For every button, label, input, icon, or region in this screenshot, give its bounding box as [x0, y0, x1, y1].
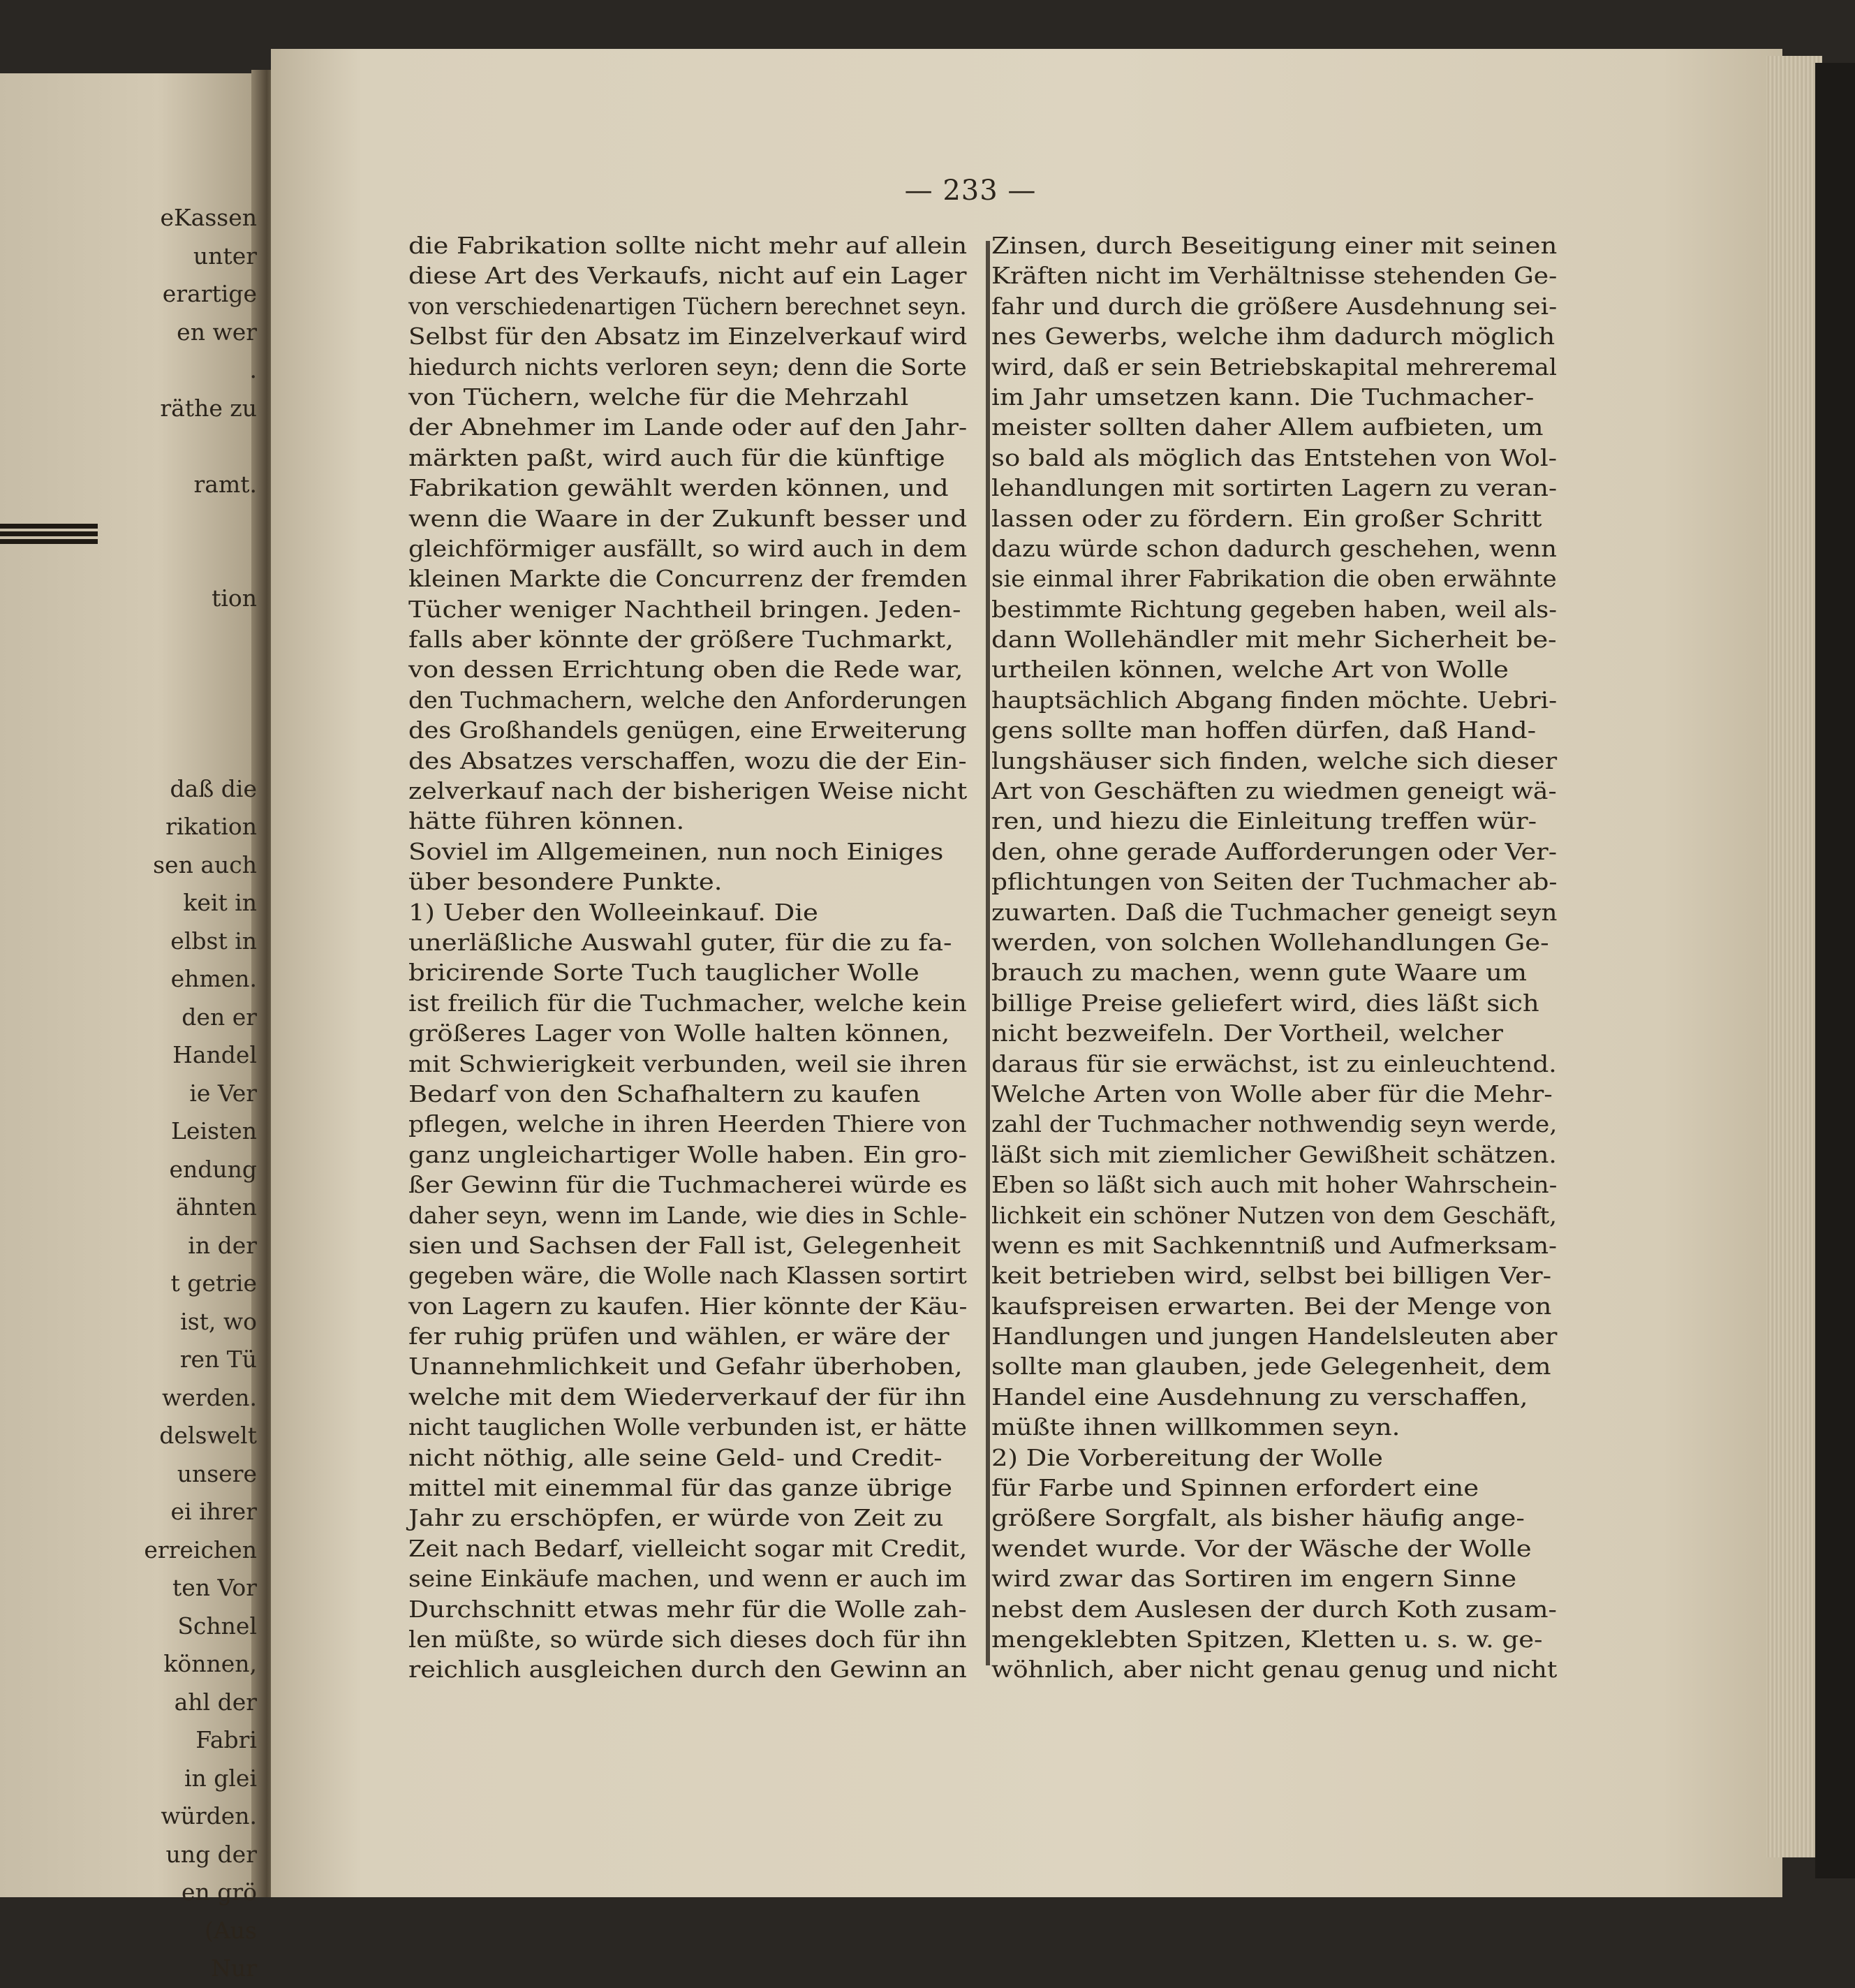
text-line: tion	[212, 584, 257, 612]
text-line: märkten paßt, wird auch für die künftige	[408, 443, 945, 471]
text-line: Handel eine Ausdehnung zu verschaffen,	[991, 1383, 1528, 1411]
text-line: ren, und hiezu die Einleitung treffen wür-	[991, 807, 1537, 835]
text-line: werden, von solchen Wollehandlungen Ge-	[991, 928, 1549, 956]
text-line: en grö	[181, 1878, 257, 1906]
text-line: ist freilich für die Tuchmacher, welche kein	[408, 989, 967, 1017]
text-line: gens sollte man hoffen dürfen, daß Hand-	[991, 716, 1537, 744]
text-line: daher seyn, wenn im Lande, wie dies in Schle-	[408, 1201, 968, 1229]
text-line: über besondere Punkte.	[408, 868, 723, 896]
text-line: zuwarten. Daß die Tuchmacher geneigt seyn	[991, 898, 1558, 926]
text-line: so bald als möglich das Entstehen von Wol-	[991, 443, 1558, 471]
text-line: Zeit nach Bedarf, vielleicht sogar mit Credit,	[408, 1534, 968, 1562]
text-line: den Tuchmachern, welche den Anforderungen	[408, 686, 967, 714]
text-line: fer ruhig prüfen und wählen, er wäre der	[408, 1323, 949, 1350]
text-line: bricirende Sorte Tuch tauglicher Wolle	[408, 959, 919, 987]
text-line: von verschiedenartigen Tüchern berechnet seyn.	[408, 292, 967, 320]
text-line: keit in	[183, 889, 257, 916]
text-line	[0, 694, 257, 732]
text-line: wöhnlich, aber nicht genau genug und nicht	[991, 1656, 1558, 1684]
text-line: endung	[169, 1155, 257, 1183]
text-line: Leisten	[171, 1117, 257, 1144]
text-line: .	[249, 356, 257, 383]
text-line: werden.	[162, 1383, 257, 1411]
text-line: wenn die Waare in der Zukunft besser und	[408, 504, 968, 532]
text-line: daraus für sie erwächst, ist zu einleuchtend.	[991, 1050, 1557, 1077]
text-line: pflichtungen von Seiten der Tuchmacher ab-	[991, 868, 1558, 896]
text-line: Bedarf von den Schafhaltern zu kaufen	[408, 1080, 921, 1107]
text-line: sen auch	[153, 851, 257, 878]
text-column-left	[408, 230, 967, 1685]
text-line: dazu würde schon dadurch geschehen, wenn	[991, 534, 1557, 562]
text-line: pflegen, welche in ihren Heerden Thiere von	[408, 1110, 967, 1138]
text-line: dann Wollehändler mit mehr Sicherheit be-	[991, 626, 1557, 654]
text-line: Tücher weniger Nachtheil bringen. Jeden-	[408, 595, 961, 623]
text-line: falls aber könnte der größere Tuchmarkt,	[408, 626, 954, 654]
text-line: ie Ver	[189, 1079, 257, 1107]
text-line: Art von Geschäften zu wiedmen geneigt wä-	[991, 777, 1557, 805]
text-line: nes Gewerbs, welche ihm dadurch möglich	[991, 323, 1555, 351]
text-line: Fabri	[195, 1726, 257, 1753]
text-line: seine Einkäufe machen, und wenn er auch im	[408, 1565, 967, 1593]
text-line: hätte führen können.	[408, 807, 685, 835]
text-line: reichlich ausgleichen durch den Gewinn an	[408, 1656, 967, 1684]
text-line: erartige	[162, 280, 257, 307]
text-line: ist, wo	[180, 1307, 257, 1335]
text-line: Selbst für den Absatz im Einzelverkauf wird	[408, 323, 968, 351]
text-line: diese Art des Verkaufs, nicht auf ein Lager	[408, 262, 967, 290]
text-line	[0, 427, 257, 466]
text-line: Durchschnitt etwas mehr für die Wolle zah-	[408, 1595, 967, 1623]
text-line: Fabrikation gewählt werden können, und	[408, 474, 949, 502]
text-line: wird, daß er sein Betriebskapital mehreremal	[991, 353, 1558, 381]
text-line: läßt sich mit ziemlicher Gewißheit schätzen.	[991, 1140, 1557, 1168]
text-line: die Fabrikation sollte nicht mehr auf allein	[408, 232, 968, 259]
text-line: ganz ungleichartiger Wolle haben. Ein gro-	[408, 1140, 967, 1168]
text-line: eKassen	[160, 204, 257, 231]
text-line: bestimmte Richtung gegeben haben, weil als-	[991, 595, 1557, 623]
text-line: keit betrieben wird, selbst bei billigen Ver-	[991, 1262, 1552, 1290]
text-line: Schnel	[177, 1612, 257, 1640]
text-line: von Tüchern, welche für die Mehrzahl	[408, 383, 909, 411]
text-line: Soviel im Allgemeinen, nun noch Einiges	[408, 837, 944, 865]
text-line: Jahr zu erschöpfen, er würde von Zeit zu	[408, 1504, 944, 1532]
text-line: wenn es mit Sachkenntniß und Aufmerksam-	[991, 1231, 1558, 1259]
text-line: ßer Gewinn für die Tuchmacherei würde es	[408, 1171, 968, 1199]
text-line: wendet wurde. Vor der Wäsche der Wolle	[991, 1534, 1532, 1562]
text-line: ramt.	[193, 470, 257, 498]
text-line: kleinen Markte die Concurrenz der fremden	[408, 565, 968, 593]
text-line: urtheilen können, welche Art von Wolle	[991, 656, 1509, 684]
text-line: des Absatzes verschaffen, wozu die der Ein-	[408, 746, 967, 774]
text-line: billige Preise geliefert wird, dies läßt sich	[991, 989, 1539, 1017]
text-line: 2) Die Vorbereitung der Wolle	[991, 1443, 1383, 1471]
text-line: 1) Ueber den Wolleeinkauf. Die	[408, 898, 818, 926]
text-column-right	[991, 230, 1557, 1685]
text-line: Welche Arten von Wolle aber für die Mehr-	[991, 1080, 1553, 1107]
text-line: meister sollten daher Allem aufbieten, um	[991, 413, 1544, 441]
text-line: nicht nöthig, alle seine Geld- und Credit-	[408, 1443, 943, 1471]
text-line: für Farbe und Spinnen erfordert eine	[991, 1474, 1479, 1502]
text-line: lassen oder zu fördern. Ein großer Schritt	[991, 504, 1542, 532]
text-line: ten Vor	[172, 1574, 257, 1601]
text-line: ähnten	[175, 1193, 257, 1221]
text-line: der Abnehmer im Lande oder auf den Jahr-	[408, 413, 968, 441]
text-line: im Jahr umsetzen kann. Die Tuchmacher-	[991, 383, 1535, 411]
text-line	[0, 656, 257, 694]
text-line: zelverkauf nach der bisherigen Weise nicht	[408, 777, 968, 805]
text-line: unerläßliche Auswahl guter, für die zu fa-	[408, 928, 952, 956]
left-page-rule	[0, 524, 98, 547]
left-page-text-fragments	[0, 199, 257, 1988]
text-line: zahl der Tuchmacher nothwendig seyn werde,	[991, 1110, 1558, 1138]
text-line	[0, 618, 257, 656]
text-line: können,	[163, 1650, 257, 1677]
text-line: gleichförmiger ausfällt, so wird auch in dem	[408, 534, 968, 562]
text-line: lichkeit ein schöner Nutzen von dem Geschäft,	[991, 1201, 1558, 1229]
text-line: rikation	[165, 813, 257, 840]
text-line: müßte ihnen willkommen seyn.	[991, 1413, 1401, 1441]
text-line	[0, 732, 257, 770]
text-line: von Lagern zu kaufen. Hier könnte der Käu-	[408, 1292, 968, 1320]
text-line: mittel mit einemmal für das ganze übrige	[408, 1474, 952, 1502]
text-line: den er	[182, 1003, 257, 1031]
text-line: ren Tü	[179, 1346, 257, 1373]
text-line: welche mit dem Wiederverkauf der für ihn	[408, 1383, 966, 1411]
text-line: Eben so läßt sich auch mit hoher Wahrschein-	[991, 1171, 1558, 1199]
text-line: wird zwar das Sortiren im engern Sinne	[991, 1565, 1517, 1593]
text-line: elbst in	[170, 927, 257, 955]
text-line: nicht tauglichen Wolle verbunden ist, er hätte	[408, 1413, 967, 1441]
text-line: größeres Lager von Wolle halten können,	[408, 1019, 950, 1047]
text-line: Nur	[211, 1954, 257, 1982]
text-line: des Großhandels genügen, eine Erweiterung	[408, 716, 967, 744]
text-line: mengeklebten Spitzen, Kletten u. s. w. ge-	[991, 1625, 1543, 1653]
text-line: Zinsen, durch Beseitigung einer mit seinen	[991, 232, 1558, 259]
text-line: unsere	[177, 1459, 257, 1487]
text-line: Handlungen und jungen Handelsleuten aber	[991, 1323, 1558, 1350]
text-line: nebst dem Auslesen der durch Koth zusam-	[991, 1595, 1557, 1623]
text-line: in glei	[184, 1764, 257, 1792]
text-line: erreichen	[144, 1536, 257, 1563]
text-line: sie einmal ihrer Fabrikation die oben erwähnte	[991, 565, 1557, 593]
text-line: kaufspreisen erwarten. Bei der Menge von	[991, 1292, 1552, 1320]
text-line: größere Sorgfalt, als bisher häufig ange-	[991, 1504, 1525, 1532]
text-line: würden.	[161, 1802, 257, 1829]
text-line: len müßte, so würde sich dieses doch für ihn	[408, 1625, 967, 1653]
text-line	[0, 542, 257, 580]
text-line: von dessen Errichtung oben die Rede war,	[408, 656, 963, 684]
text-line: gegeben wäre, die Wolle nach Klassen sortirt	[408, 1262, 967, 1290]
text-line: daß die	[170, 774, 257, 802]
text-line: (Aus	[205, 1916, 257, 1944]
text-line: ehmen.	[170, 965, 257, 992]
text-line: unter	[193, 242, 257, 270]
text-line: t getrie	[170, 1269, 257, 1297]
page-shadow	[1815, 63, 1855, 1878]
text-line: delswelt	[159, 1422, 257, 1449]
text-line: Unannehmlichkeit und Gefahr überhoben,	[408, 1353, 963, 1380]
text-line: Handel	[172, 1041, 257, 1068]
text-line: räthe zu	[160, 394, 257, 422]
text-line: Kräften nicht im Verhältnisse stehenden Ge-	[991, 262, 1558, 290]
text-line: en wer	[177, 318, 257, 346]
page-edges	[1766, 56, 1822, 1857]
text-line: brauch zu machen, wenn gute Waare um	[991, 959, 1528, 987]
text-line: lehandlungen mit sortirten Lagern zu veran-	[991, 474, 1558, 502]
text-line: mit Schwierigkeit verbunden, weil sie ihren	[408, 1050, 968, 1077]
text-line: sien und Sachsen der Fall ist, Gelegenheit	[408, 1231, 961, 1259]
column-divider	[986, 241, 990, 1665]
text-line: fahr und durch die größere Ausdehnung sei-	[991, 292, 1558, 320]
text-line: ei ihrer	[170, 1498, 257, 1525]
text-line: hauptsächlich Abgang finden möchte. Uebri-	[991, 686, 1558, 714]
text-line: sollte man glauben, jede Gelegenheit, dem	[991, 1353, 1551, 1380]
page-number: — 233 —	[904, 175, 1037, 207]
text-line: nicht bezweifeln. Der Vortheil, welcher	[991, 1019, 1503, 1047]
text-line: ahl der	[174, 1688, 257, 1716]
text-line: ung der	[165, 1840, 257, 1868]
text-line: lungshäuser sich finden, welche sich dieser	[991, 746, 1558, 774]
text-line: in der	[188, 1231, 257, 1259]
text-line: hiedurch nichts verloren seyn; denn die Sorte	[408, 353, 967, 381]
text-line: den, ohne gerade Aufforderungen oder Ver-	[991, 837, 1558, 865]
